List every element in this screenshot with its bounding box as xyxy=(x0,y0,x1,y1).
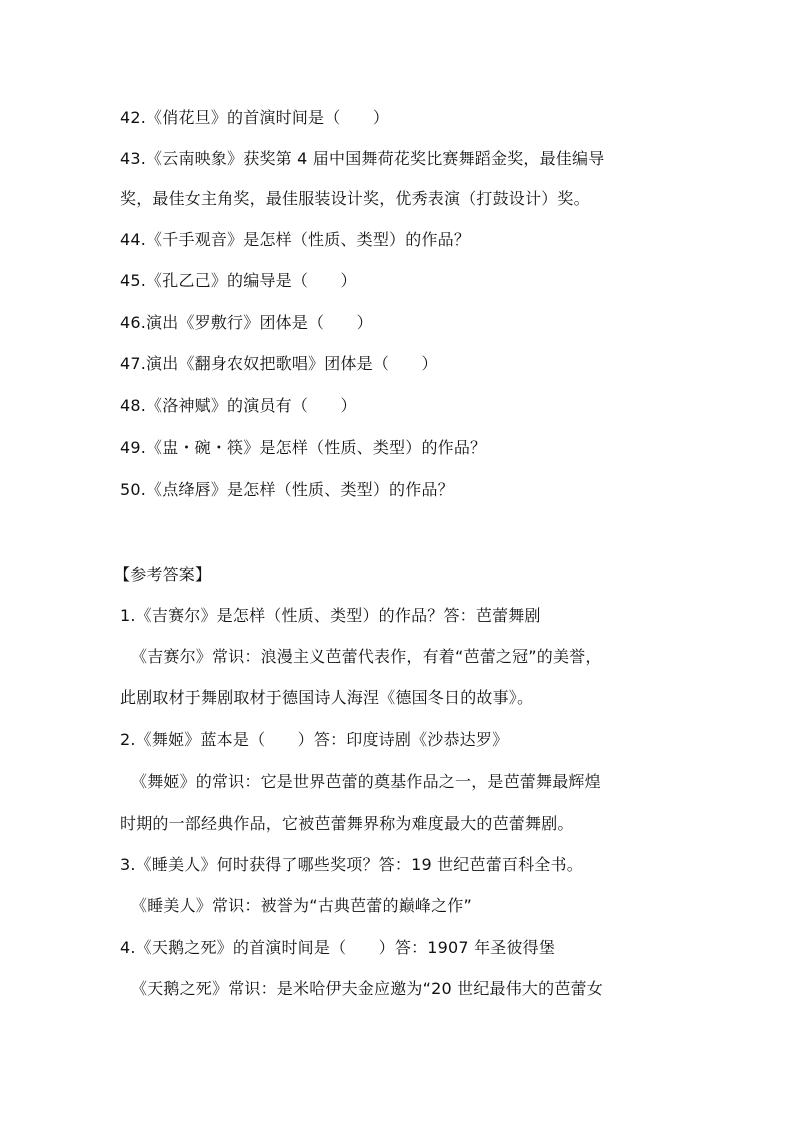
question-43: 43.《云南映象》获奖第 4 届中国舞荷花奖比赛舞蹈金奖，最佳编导 xyxy=(120,149,605,168)
question-44: 44.《千手观音》是怎样（性质、类型）的作品？ xyxy=(120,230,471,249)
answer-2-note: 《舞姬》的常识：它是世界芭蕾的奠基作品之一，是芭蕾舞最辉煌 xyxy=(131,772,601,791)
answer-4-note: 《天鹅之死》常识：是米哈伊夫金应邀为“20 世纪最伟大的芭蕾女 xyxy=(131,979,603,998)
answer-2-note-continued: 时期的一部经典作品，它被芭蕾舞界称为难度最大的芭蕾舞剧。 xyxy=(120,814,574,833)
question-48: 48.《洛神赋》的演员有（ ） xyxy=(120,396,357,415)
question-42: 42.《俏花旦》的首演时间是（ ） xyxy=(120,108,390,127)
question-49: 49.《盅・碗・筷》是怎样（性质、类型）的作品？ xyxy=(120,438,487,457)
question-50: 50.《点绛唇》是怎样（性质、类型）的作品？ xyxy=(120,480,454,499)
question-46: 46.演出《罗敷行》团体是（ ） xyxy=(120,313,373,332)
answers-heading: 【参考答案】 xyxy=(114,565,212,584)
question-45: 45.《孔乙己》的编导是（ ） xyxy=(120,271,357,290)
answer-4: 4.《天鹅之死》的首演时间是（ ）答：1907 年圣彼得堡 xyxy=(120,938,556,957)
question-47: 47.演出《翻身农奴把歌唱》团体是（ ） xyxy=(120,354,438,373)
answer-2: 2.《舞姬》蓝本是（ ）答：印度诗剧《沙恭达罗》 xyxy=(120,730,509,749)
answer-1: 1.《吉赛尔》是怎样（性质、类型）的作品？答：芭蕾舞剧 xyxy=(120,606,541,625)
answer-1-note-continued: 此剧取材于舞剧取材于德国诗人海涅《德国冬日的故事》。 xyxy=(120,688,534,707)
answer-3-note: 《睡美人》常识：被誉为“古典芭蕾的巅峰之作” xyxy=(131,896,472,915)
answer-3: 3.《睡美人》何时获得了哪些奖项？答：19 世纪芭蕾百科全书。 xyxy=(120,855,583,874)
question-43-continued: 奖，最佳女主角奖，最佳服装设计奖，优秀表演（打鼓设计）奖。 xyxy=(120,189,590,208)
answer-1-note: 《吉赛尔》常识：浪漫主义芭蕾代表作，有着“芭蕾之冠”的美誉， xyxy=(131,647,602,666)
